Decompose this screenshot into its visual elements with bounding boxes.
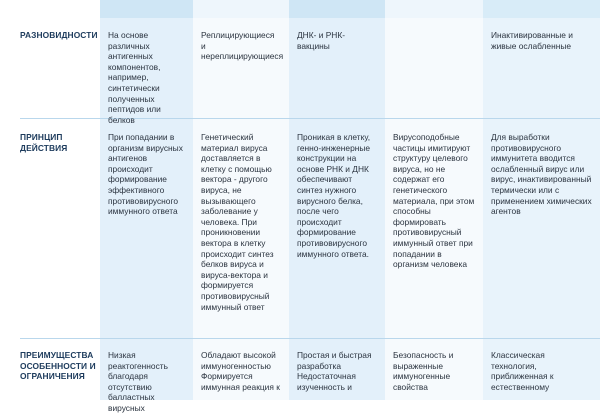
table-cell: При попадании в организм вирусных антигенов происходит формирование эффективного противовирусного иммунного ответа — [108, 132, 183, 217]
table-cell: Проникая в клетку, генно-инженерные конструкции на основе РНК и ДНК обеспечивают синтез нужного вирусного белка, после чего происходит формирование противовирусного иммунного ответа. — [297, 132, 371, 259]
header-cell — [100, 0, 193, 18]
table-cell: На основе различных антигенных компонентов, например, синтетически полученных пептидов или белков — [108, 30, 161, 125]
table-cell: Классическая технология, приближенная к естественному — [491, 350, 554, 392]
table-cell: Для выработки противовирусного иммунитета вводится ослабленный вирус или вирус, инактивированный термически или с применением химических агентов — [491, 132, 592, 217]
row-label: ПРЕИМУЩЕСТВА ОСОБЕННОСТИ И ОГРАНИЧЕНИЯ — [20, 350, 96, 381]
table-cell: Генетический материал вируса доставляется в клетку с помощью вектора - другого вируса, не вызывающего заболевание у человека. При проникновении вектора в клетку происходит синтез белков вируса и вируса-вектора и формируется противовирусный иммунный ответ — [201, 132, 274, 312]
table-cell: Обладают высокой иммуногенностью Формируется иммунная реакция к — [201, 350, 280, 392]
table-cell: Безопасность и выраженные иммуногенные свойства — [393, 350, 454, 392]
table-header-strip — [0, 0, 600, 18]
header-cell — [193, 0, 289, 18]
row-label: ПРИНЦИП ДЕЙСТВИЯ — [20, 132, 68, 153]
header-cell — [483, 0, 600, 18]
table-cell: Простая и быстрая разработка Недостаточная изученность и — [297, 350, 372, 392]
row-label: РАЗНОВИДНОСТИ — [20, 30, 98, 40]
header-cell — [385, 0, 483, 18]
table-cell: Вирусоподобные частицы имитируют структуру целевого вируса, но не содержат его генетического материала, при этом способны формировать противовирусный иммунный ответ при попадании в организм человека — [393, 132, 475, 270]
table-cell: Низкая реактогенность благодаря отсутствию балластных вирусных — [108, 350, 168, 413]
table-cell: Инактивированные и живые ослабленные — [491, 30, 573, 51]
table-cell: ДНК- и РНК-вакцины — [297, 30, 346, 51]
table-cell: Реплицирующиеся и нереплицирующиеся — [201, 30, 284, 62]
row-separator — [20, 338, 600, 339]
header-cell — [289, 0, 385, 18]
